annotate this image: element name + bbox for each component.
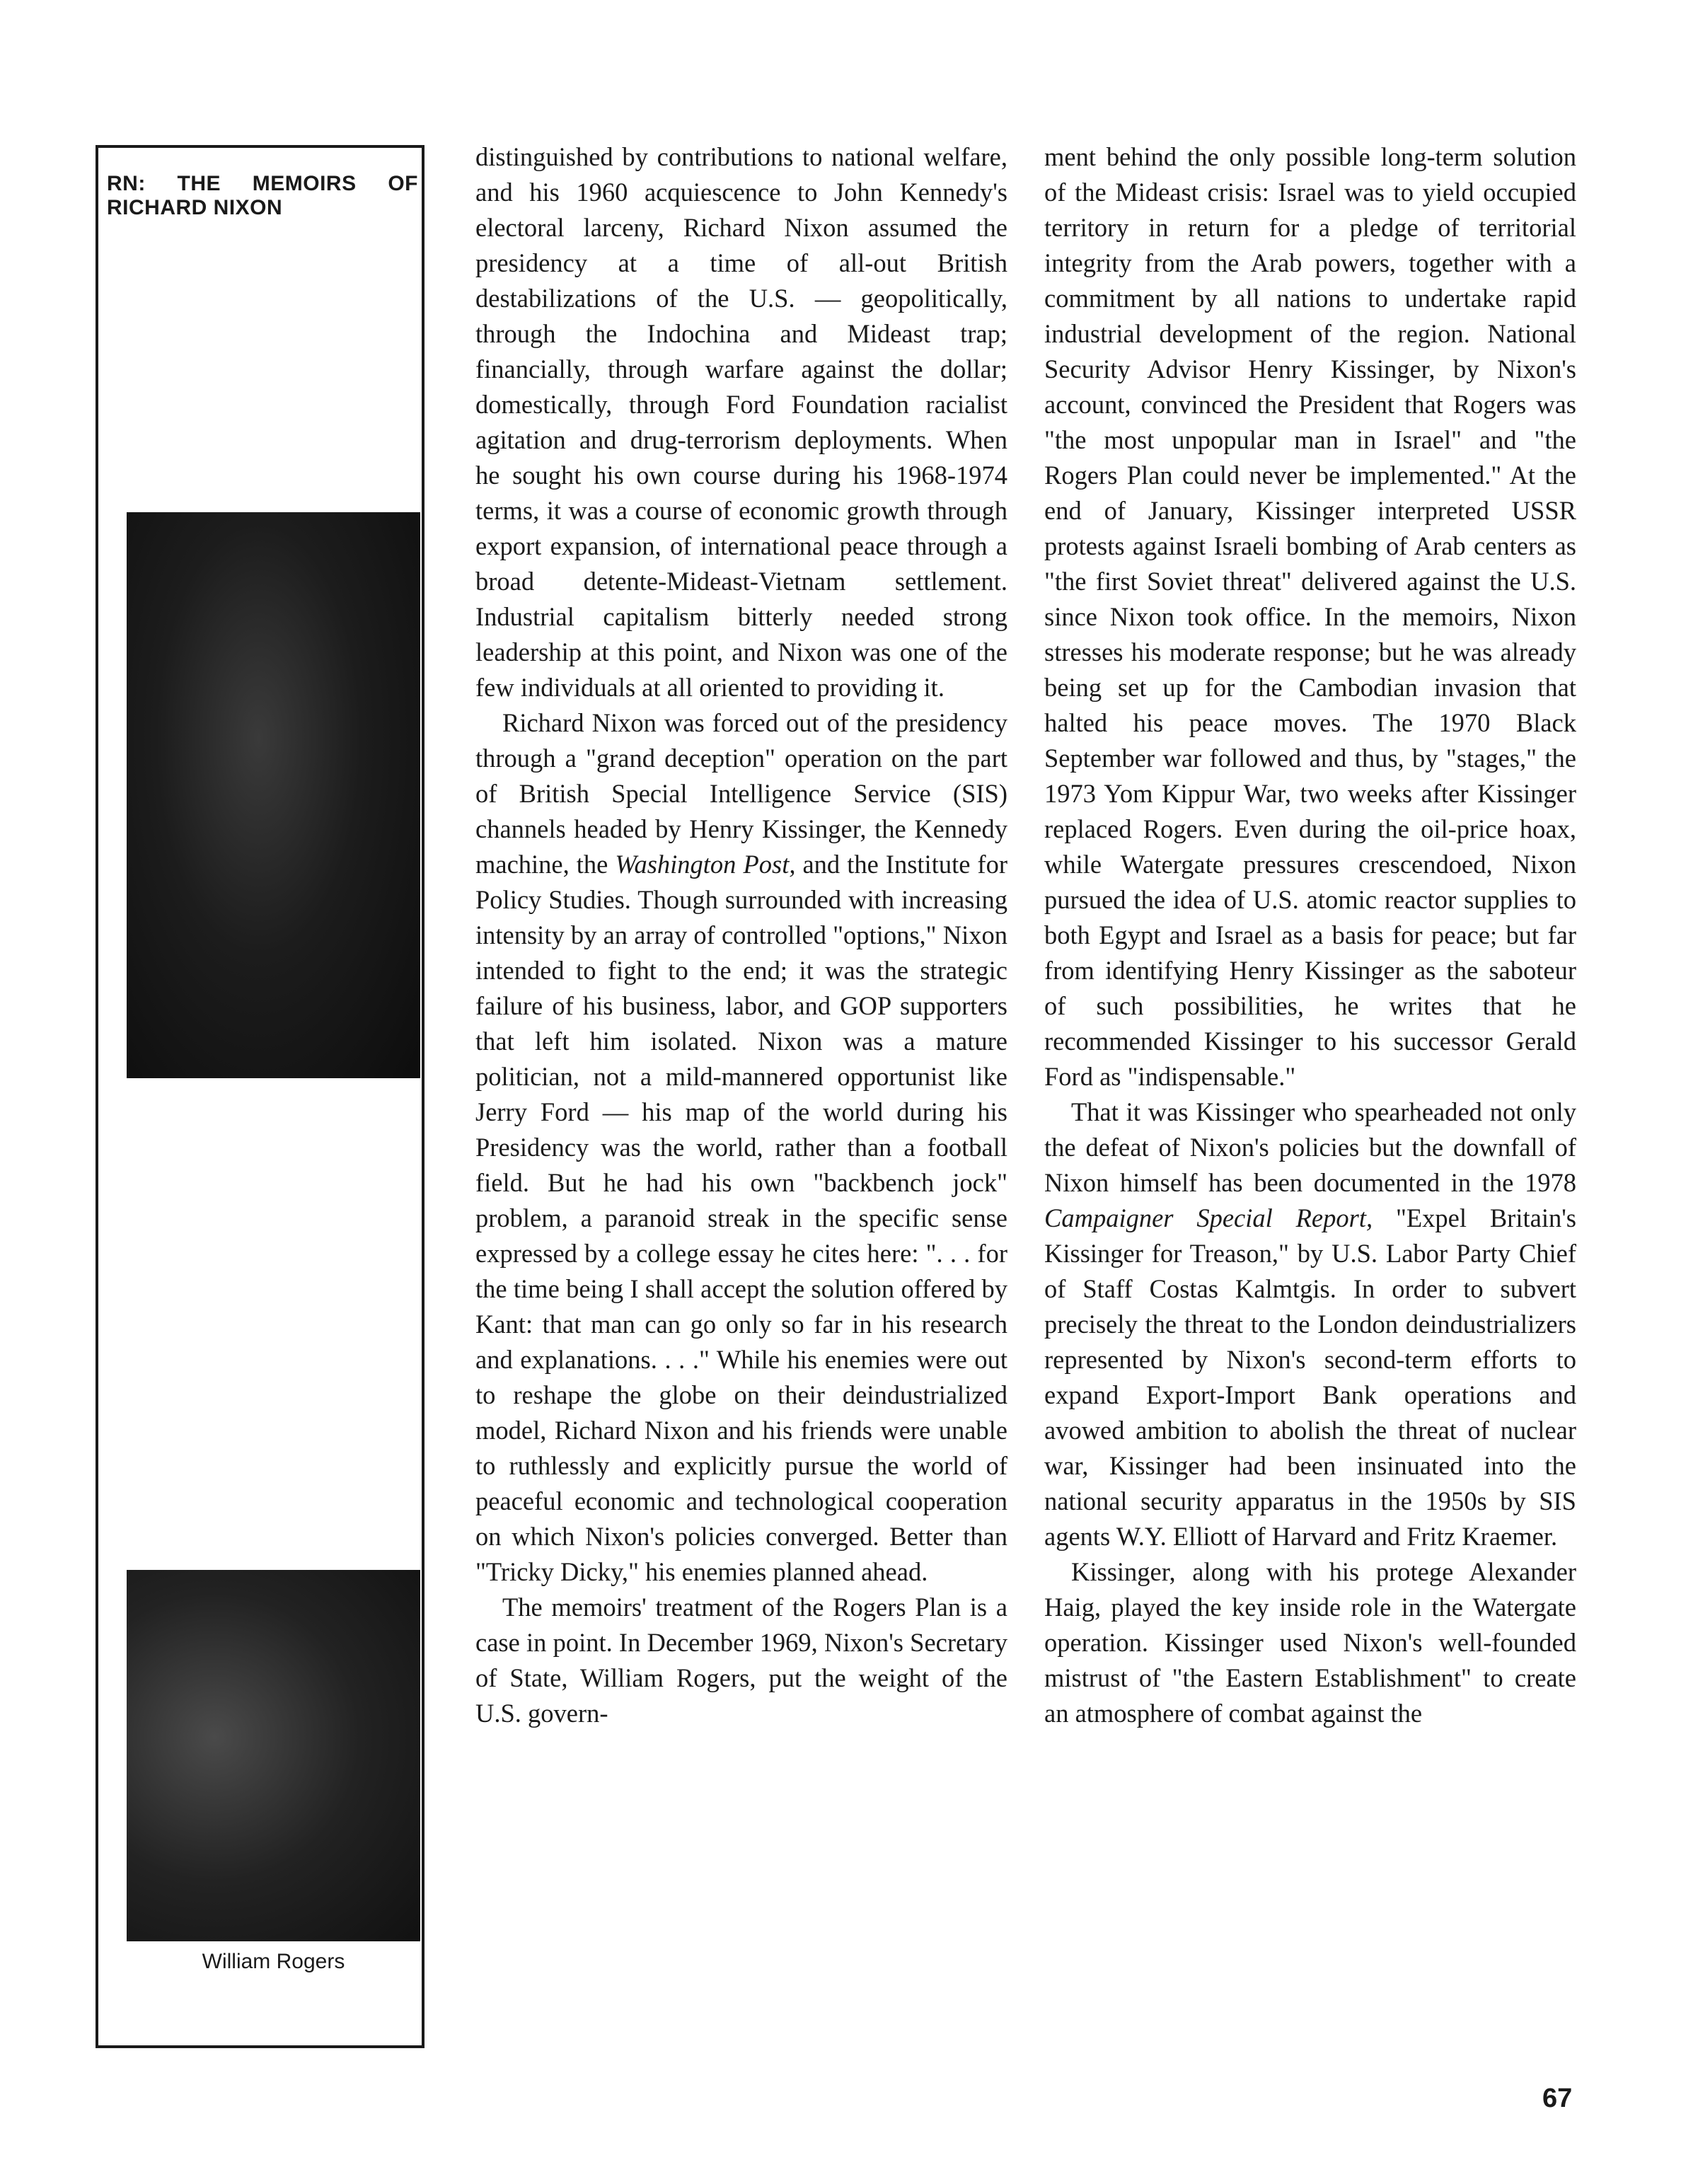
publication-title: Washington Post, xyxy=(615,850,796,879)
photo-richard-nixon xyxy=(127,512,420,1078)
text-run: and the Institute for Policy Studies. Though surrounded with increasing intensity by an array of controlled "options," Nixon intended to fight to the end; it was the strategic failure of his business, labor, and GOP supporters that left him isolated. Nixon was a mature politician, not a mild-mannered opportunist like Jerry Ford — his map of the world during his Presidency was the world, rather than a football field. But he had his own "backbench jock" problem, a paranoid streak in the specific sense expressed by a college essay he cites here: ". . . for the time being I shall accept the solution offered by Kant: that man can go only so far in his research and explanations. . . ." While his enemies were out to reshape the globe on their deindustrialized model, Richard Nixon and his friends were unable to ruthlessly and explicitly pursue the world of peaceful economic and technological cooperation on which Nixon's policies converged. Better than "Tricky Dicky," his enemies planned ahead. xyxy=(475,850,1007,1586)
sidebar-title: RN: THE MEMOIRS OF RICHARD NIXON xyxy=(107,172,418,219)
photo-caption: William Rogers xyxy=(202,1950,345,1973)
page-number: 67 xyxy=(1542,2084,1573,2113)
paragraph: distinguished by contributions to national welfare, and his 1960 acquiescence to John Kennedy's electoral larceny, Richard Nixon assumed the presidency at a time of all-out British destabilizations of the U.S. — geopolitically, through the Indochina and Mideast trap; financially, through warfare against the dollar; domestically, through Ford Foundation racialist agitation and drug-terrorism deployments. When he sought his own course during his 1968-1974 terms, it was a course of economic growth through export expansion, of international peace through a broad detente-Mideast-Vietnam settlement. Industrial capitalism bitterly needed strong leadership at this point, and Nixon was one of the few individuals at all oriented to providing it. xyxy=(475,142,1007,702)
text-run: "Expel Britain's Kissinger for Treason," by U.S. Labor Party Chief of Staff Costas Kalmtgis. In order to subvert precisely the threat to the London deindustrializers represented by Nixon's second-term efforts to expand Export-Import Bank operations and avowed ambition to abolish the threat of nuclear war, Kissinger had been insinuated into the national security apparatus in the 1950s by SIS agents W.Y. Elliott of Harvard and Fritz Kraemer. xyxy=(1044,1203,1576,1551)
article-column-2 xyxy=(1044,139,1576,1731)
paragraph: The memoirs' treatment of the Rogers Plan is a case in point. In December 1969, Nixon's Secretary of State, William Rogers, put the weight of the U.S. govern- xyxy=(475,1593,1007,1728)
publication-title: Campaigner Special Report, xyxy=(1044,1203,1373,1232)
article-column-1 xyxy=(475,139,1007,1731)
text-run: That it was Kissinger who spearheaded not only the defeat of Nixon's policies but the downfall of Nixon himself has been documented in the 1978 xyxy=(1044,1097,1576,1197)
text-run: Richard Nixon was forced out of the presidency through a "grand deception" operation on the part of British Special Intelligence Service (SIS) channels headed by Henry Kissinger, the Kennedy machine, the xyxy=(475,708,1007,879)
sidebar-box xyxy=(96,145,424,2048)
paragraph xyxy=(475,705,1007,1590)
photo-william-rogers xyxy=(127,1570,420,1941)
paragraph xyxy=(1044,1094,1576,1554)
paragraph: ment behind the only possible long-term solution of the Mideast crisis: Israel was to yield occupied territory in return for a pledge of territorial integrity from the Arab powers, together with a commitment by all nations to undertake rapid industrial development of the region. National Security Advisor Henry Kissinger, by Nixon's account, convinced the President that Rogers was "the most unpopular man in Israel" and "the Rogers Plan could never be implemented." At the end of January, Kissinger interpreted USSR protests against Israeli bombing of Arab centers as "the first Soviet threat" delivered against the U.S. since Nixon took office. In the memoirs, Nixon stresses his moderate response; but he was already being set up for the Cambodian invasion that halted his peace moves. The 1970 Black September war followed and thus, by "stages," the 1973 Yom Kippur War, two weeks after Kissinger replaced Rogers. Even during the oil-price hoax, while Watergate pressures crescendoed, Nixon pursued the idea of U.S. atomic reactor supplies to both Egypt and Israel as a basis for peace; but far from identifying Henry Kissinger as the saboteur of such possibilities, he writes that he recommended Kissinger to his successor Gerald Ford as "indispensable." xyxy=(1044,142,1576,1091)
paragraph: Kissinger, along with his protege Alexander Haig, played the key inside role in the Watergate operation. Kissinger used Nixon's well-founded mistrust of "the Eastern Establishment" to create an atmosphere of combat against the xyxy=(1044,1557,1576,1728)
